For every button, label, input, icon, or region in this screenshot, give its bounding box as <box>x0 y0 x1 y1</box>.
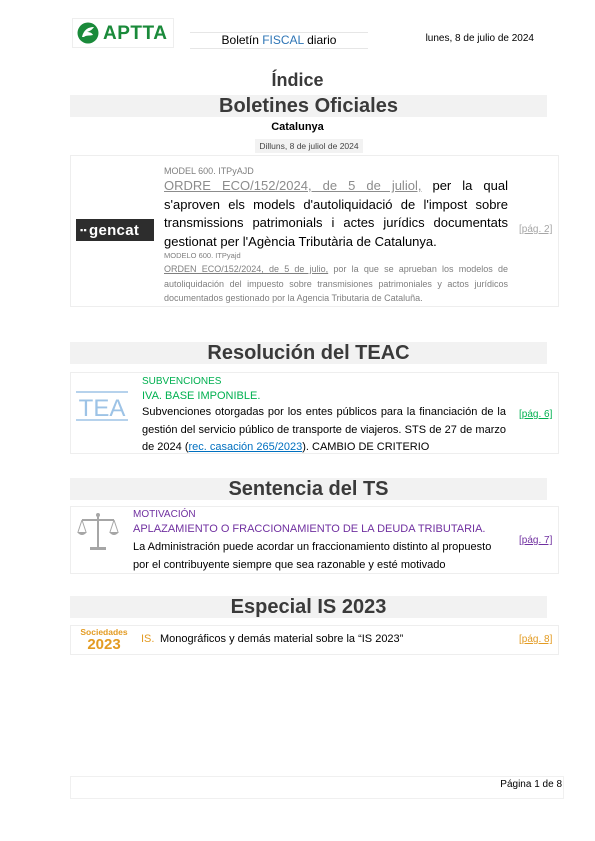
section-title-is: Especial IS 2023 <box>70 596 547 618</box>
section-title-teac: Resolución del TEAC <box>70 342 547 364</box>
order-link-cat[interactable]: ORDRE ECO/152/2024, de 5 de juliol, <box>164 178 422 193</box>
section-title-boletines: Boletines Oficiales <box>70 95 547 117</box>
teac-text: Subvenciones otorgadas por los entes públicos para la financiación de la gestión del servicio público de transporte de viajeros. STS de 27 de marzo de 2024 (rec. casación 265/2023). CAMBIO DE CRITERIO <box>142 406 506 453</box>
logo-text: APTTA <box>103 23 168 44</box>
page-link-8[interactable]: [pág. 8] <box>519 634 553 645</box>
ts-category: MOTIVACIÓN <box>133 509 196 520</box>
header-date: lunes, 8 de julio de 2024 <box>425 33 534 44</box>
bulletin-fiscal-word: FISCAL <box>262 33 304 47</box>
casacion-link[interactable]: rec. casación 265/2023 <box>188 441 303 453</box>
publication-date: Dilluns, 8 de juliol de 2024 <box>255 139 363 153</box>
is-tag: IS. <box>141 633 155 645</box>
page-link-6[interactable]: [pág. 6] <box>519 409 553 420</box>
section-title-ts: Sentencia del TS <box>70 478 547 500</box>
region-label: Catalunya <box>271 121 324 133</box>
page-link-2[interactable]: [pág. 2] <box>519 224 553 235</box>
page-counter: Página 1 de 8 <box>500 779 562 790</box>
entry-text-cat: ORDRE ECO/152/2024, de 5 de juliol, per la qual s'aproven els models d'autoliquidació de l'impost sobre transmissions patrimonials i actes jurídics documentats gestionat per l'Agència Tributària de Catalunya. <box>164 178 508 249</box>
aptta-logo <box>72 18 174 48</box>
svg-text:TEA: TEA <box>78 395 126 422</box>
model-label-es: MODELO 600. ITPyajd <box>164 251 241 260</box>
model-label-cat: MODEL 600. ITPyAJD <box>164 166 254 176</box>
aptta-leaf-icon <box>77 22 99 44</box>
order-link-es[interactable]: ORDEN ECO/152/2024, de 5 de julio, <box>164 264 329 274</box>
index-title: Índice <box>271 70 324 90</box>
sociedades-2023-logo: Sociedades 2023 <box>80 627 128 653</box>
teac-topic: IVA. BASE IMPONIBLE. <box>142 390 261 402</box>
tea-logo <box>76 390 128 422</box>
scales-of-justice-icon <box>76 510 120 554</box>
entry-text-es: ORDEN ECO/152/2024, de 5 de julio, por la que se aprueban los modelos de autoliquidación del impuesto sobre transmisiones patrimoniales y actos jurídicos documentados gestionado por la Agencia Tributaria de Cataluña. <box>164 264 508 303</box>
gencat-dots-icon: ▪▪ <box>80 225 87 235</box>
teac-category: SUBVENCIONES <box>142 376 222 387</box>
ts-topic: APLAZAMIENTO O FRACCIONAMIENTO DE LA DEUDA TRIBUTARIA. <box>133 523 486 535</box>
ts-text: La Administración puede acordar un fraccionamiento distinto al propuesto por el contribuyente siempre que sea razonable y esté motivado <box>133 541 492 571</box>
gencat-logo: ▪▪ gencat <box>76 219 154 241</box>
is-text: Monográficos y demás material sobre la “IS 2023” <box>160 633 404 645</box>
bulletin-title: Boletín FISCAL diario <box>190 32 368 49</box>
page-link-7[interactable]: [pág. 7] <box>519 535 553 546</box>
